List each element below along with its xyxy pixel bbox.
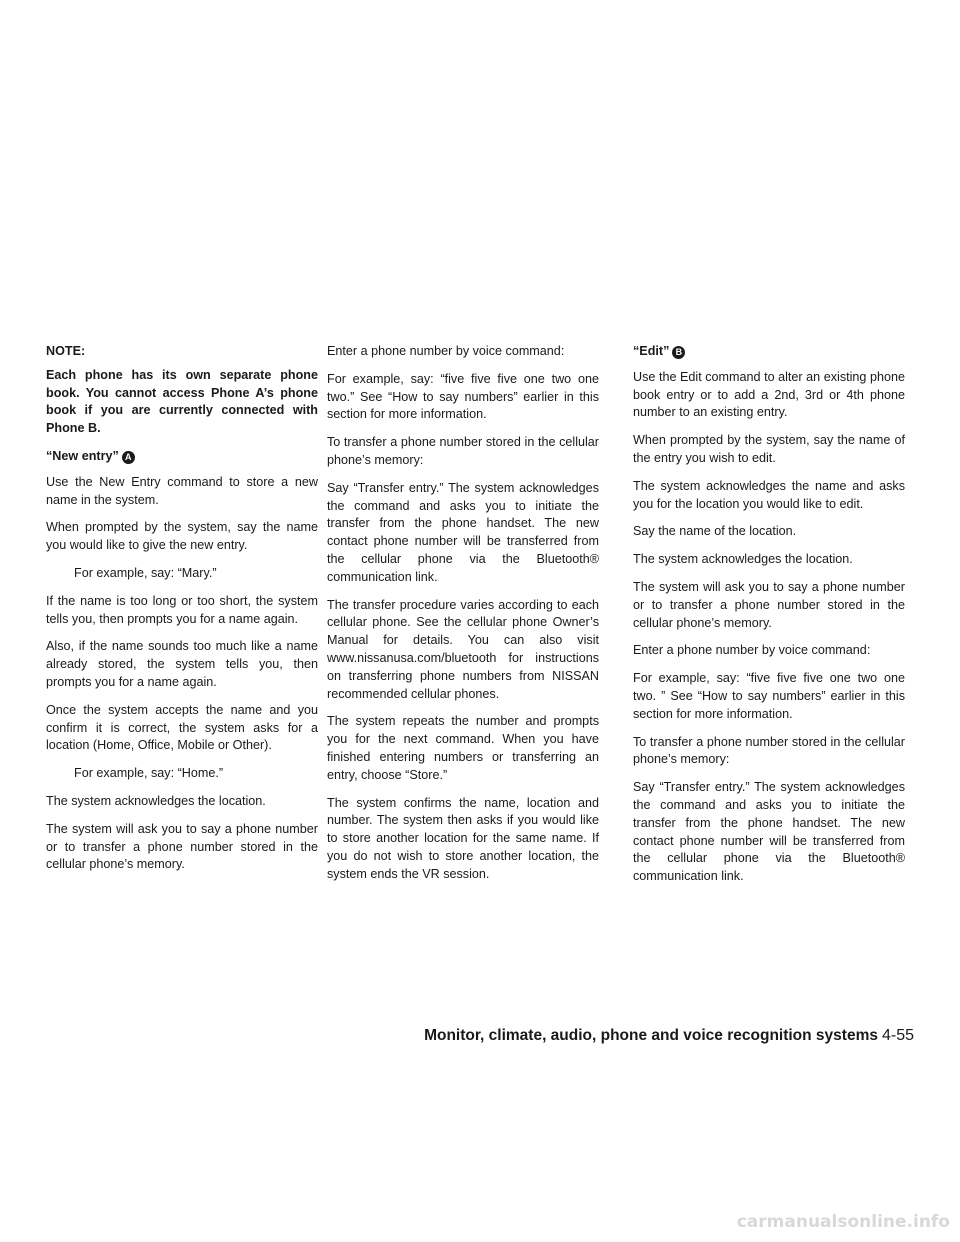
paragraph: The system acknowledges the location. [633, 552, 853, 567]
column-right [633, 343, 905, 896]
paragraph: To transfer a phone number stored in the cellular phone’s memory: [633, 734, 905, 767]
column-middle [327, 343, 599, 894]
edit-heading [633, 343, 905, 361]
paragraph: The system acknowledges the location. [46, 793, 266, 808]
paragraph: When prompted by the system, say the name you would like to give the new entry. [46, 520, 318, 553]
paragraph: Enter a phone number by voice command: [633, 643, 871, 658]
paragraph: Say “Transfer entry.” The system acknowledges the command and asks you to initiate the transfer from the phone handset. The new contact phone number will be transferred from the cellular phone via the Bluetooth® communication link. [327, 480, 599, 584]
callout-a-icon: A [122, 451, 135, 464]
column-left [46, 343, 318, 884]
paragraph: To transfer a phone number stored in the cellular phone’s memory: [327, 435, 599, 467]
callout-b-icon: B [672, 346, 685, 359]
paragraph: The transfer procedure varies according to each cellular phone. See the cellular phone Owner’s Manual for details. You can also visit www.nissanusa.com/bluetooth for instructions on transferring phone numbers from NISSAN recommended cellular phones. [327, 597, 599, 701]
paragraph: The system repeats the number and prompts you for the next command. When you have finished entering numbers or transferring an entry, choose “Store.” [327, 714, 599, 782]
section-title: Monitor, climate, audio, phone and voice recognition systems [424, 1027, 878, 1044]
paragraph: The system will ask you to say a phone number or to transfer a phone number stored in the cellular phone’s memory. [633, 579, 905, 630]
paragraph: Use the Edit command to alter an existing phone book entry or to add a 2nd, 3rd or 4th phone number to an existing entry. [633, 369, 905, 420]
note-label: NOTE: [46, 344, 86, 358]
paragraph: When prompted by the system, say the name of the entry you wish to edit. [633, 433, 905, 465]
paragraph: Enter a phone number by voice command: [327, 344, 565, 358]
paragraph: The system will ask you to say a phone number or to transfer a phone number stored in the cellular phone’s memory. [46, 821, 318, 872]
page-number: 4-55 [881, 1027, 914, 1044]
paragraph: Say “Transfer entry.” The system acknowledges the command and asks you to initiate the transfer from the phone handset. The new contact phone number will be transferred from the cellular phone via the Bluetooth® communication link. [633, 780, 905, 884]
new-entry-heading-text: “New entry” [46, 448, 119, 463]
watermark: carmanualsonline.info [736, 1212, 950, 1232]
paragraph: If the name is too long or too short, the system tells you, then prompts you for a name again. [46, 593, 318, 626]
paragraph: The system acknowledges the name and asks you for the location you would like to edit. [633, 478, 905, 511]
example-paragraph: For example, say: “Home.” [74, 766, 224, 781]
example-paragraph: For example, say: “Mary.” [74, 565, 217, 580]
note-text: Each phone has its own separate phone book. You cannot access Phone A’s phone book if you are currently connected with Phone B. [46, 367, 318, 436]
paragraph: For example, say: “five five five one two one two. ” See “How to say numbers” earlier in this section for more information. [633, 671, 905, 721]
paragraph: The system confirms the name, location and number. The system then asks if you would like to store another location for the same name. If you do not wish to store another location, the system ends the VR session. [327, 795, 599, 881]
new-entry-heading [46, 448, 318, 466]
paragraph: Use the New Entry command to store a new name in the system. [46, 474, 318, 507]
paragraph: For example, say: “five five five one two one two.” See “How to say numbers” earlier in this section for more information. [327, 371, 599, 422]
paragraph: Once the system accepts the name and you confirm it is correct, the system asks for a location (Home, Office, Mobile or Other). [46, 702, 318, 753]
paragraph: Also, if the name sounds too much like a name already stored, the system tells you, then prompts you for a name again. [46, 639, 318, 689]
edit-heading-text: “Edit” [633, 344, 670, 358]
paragraph: Say the name of the location. [633, 524, 797, 539]
page-footer [420, 1027, 914, 1045]
